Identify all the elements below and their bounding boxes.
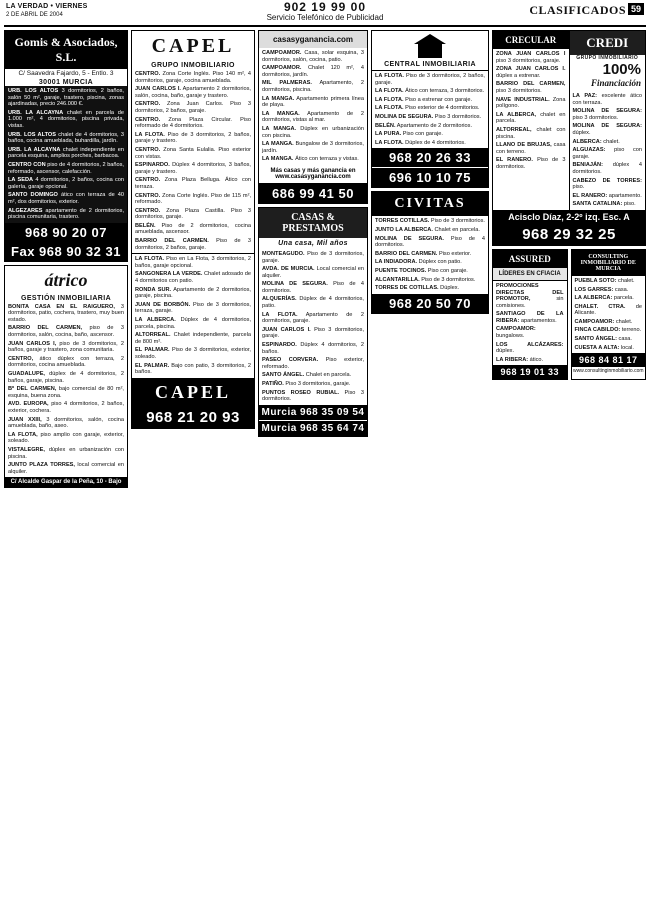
listing: LA FLOTA. Dúplex de 4 dormitorios. — [375, 139, 466, 146]
listing: LA ALBERCA: parcela. — [574, 295, 634, 302]
listing: LA FLOTA. Piso en La Flota, 3 dormitorios, 2 baños, garaje opcional. — [135, 256, 251, 269]
listing: LA FLOTA. Piso exterior de 4 dormitorios. — [375, 105, 480, 112]
central-listings — [372, 71, 488, 148]
listing: GUADALUPE, dúplex de 4 dormitorios, 2 baños, garaje, piscina. — [8, 371, 124, 384]
listing: NAVE INDUSTRIAL. Zona polígono. — [496, 96, 566, 110]
atrico-logo: átrico — [44, 269, 88, 290]
financing-percent: 100% — [602, 61, 641, 78]
civitas-listings — [372, 216, 488, 293]
listing: LA PURA. Piso con garaje. — [375, 131, 443, 138]
listing: LLANO DE BRUJAS, casa con terreno. — [496, 142, 566, 155]
service-phone: 902 19 99 00 — [283, 0, 367, 14]
listing: BONITA CASA EN EL RAIGUERO, 3 dormitorios, patio, cochera, trastero, muy buen estado. — [8, 303, 124, 323]
agency-civitas — [371, 191, 489, 313]
central-phone-1: 968 20 26 33 — [372, 148, 488, 167]
atrico-address: C/ Alcalde Gaspar de la Peña, 10 - Bajo — [5, 477, 127, 487]
listing: VISTALEGRE, dúplex en urbanización con piscina. — [8, 446, 124, 460]
listing: AVD. EUROPA, piso 4 dormitorios, 2 baños, exterior, cochera. — [8, 401, 124, 414]
listing: URB. LA ALCAYNA chalet independiente en parcela esquina, amplios porches, barbacoa. — [8, 146, 124, 160]
listing: CENTRO. Zona Plaza Belluga. Ático con terraza. — [135, 177, 251, 190]
assured-logo: ASSURED — [493, 250, 567, 268]
capel-listings — [132, 69, 254, 253]
listing: JUAN DE BORBÓN. Piso de 3 dormitorios, terraza, garaje. — [135, 301, 251, 315]
casas-prestamos-phone-1: Murcia 968 35 09 54 — [259, 405, 367, 420]
agency-consulting — [571, 249, 647, 381]
listing: EL RANERO. Piso de 3 dormitorios. — [496, 157, 566, 170]
agency-gomis — [4, 30, 128, 262]
assured-phone: 968 19 01 33 — [493, 365, 567, 379]
listing: LA ALBERCA, chalet en parcela. — [496, 111, 566, 125]
listing: BARRIO DEL CARMEN, piso 3 dormitorios. — [496, 81, 566, 94]
listing: CENTRO. Zona Plaza Castilla. Piso 3 dormitorios, garaje. — [135, 207, 251, 221]
casas-prestamos-logo: CASAS & PRESTAMOS — [259, 208, 367, 238]
listing: CENTRO. Zona Corte Inglés. Piso 140 m², 4 dormitorios, garaje, cocina amueblada. — [135, 71, 251, 84]
listing: PASEO CORVERA. Piso exterior, reformado. — [262, 357, 364, 370]
consulting-listings — [572, 276, 646, 353]
listing: EL PALMAR. Piso de 3 dormitorios, exterior, soleado. — [135, 347, 251, 360]
listing: LA MANGA. Dúplex en urbanización con piscina. — [262, 125, 364, 139]
crecular-credi-row — [493, 31, 645, 210]
casas-prestamos-slogan: Una casa, Mil años — [278, 239, 348, 247]
consulting-web[interactable]: www.consultinginmobiliario.com — [572, 368, 644, 375]
listing: MONTEAGUDO. Piso de 3 dormitorios, garaje. — [262, 250, 364, 264]
listing: ESPINARDO. Dúplex 4 dormitorios, 3 baños, garaje y trastero. — [135, 162, 251, 175]
listing: PUENTE TOCINOS. Piso con garaje. — [375, 267, 468, 274]
crecular-listings — [493, 49, 569, 173]
assured-consulting-row — [492, 249, 646, 384]
listing: PUNTOS ROSEO RUBIAL. Piso 3 dormitorios. — [262, 389, 364, 403]
credi-listings — [570, 91, 646, 210]
listing: JUAN CARLOS I. Piso 3 dormitorios, garaje. — [262, 326, 364, 340]
casasyganancia-promo: Más casas y más ganancia en www.casasyganancia.com — [259, 165, 367, 184]
capel-listings-2 — [132, 253, 254, 378]
agency-crecular-credi — [492, 30, 646, 246]
central-phone-2: 696 10 10 75 — [372, 167, 488, 187]
page-number: 59 — [628, 3, 644, 15]
listing: LOS GARRES: casa. — [574, 286, 629, 293]
house-icon — [410, 34, 450, 60]
capel-phone: 968 21 20 93 — [132, 407, 254, 428]
listing: JUAN CARLOS I, piso de 3 dormitorios, 2 baños, garaje y trastero, zona comunitaria. — [8, 340, 124, 354]
atrico-listings — [5, 302, 127, 478]
listing: ALGEZARES apartamento de 2 dormitorios, piscina comunitaria, trastero. — [8, 207, 124, 221]
listing: CENTRO. Zona Juan Carlos. Piso 3 dormitorios, 2 baños, garaje. — [135, 101, 252, 114]
listing: BARRIO DEL CARMEN. Piso exterior. — [375, 250, 472, 257]
listing: LA FLOTA. Piso a estrenar con garaje. — [375, 96, 473, 103]
agency-capel — [131, 30, 255, 429]
listing: URB. LOS ALTOS chalet de 4 dormitorios, 3 baños, cocina amueblada, buhardilla, jardín. — [8, 131, 125, 145]
issue-date: 2 DE ABRIL DE 2004 — [6, 12, 63, 18]
listing: ZONA JUAN CARLOS I. dúplex a estrenar. — [496, 66, 566, 79]
listing: CABEZO DE TORRES: piso. — [572, 177, 642, 191]
agency-casas-prestamos — [258, 207, 368, 437]
listing: CAMPOAMOR: chalet. — [574, 318, 633, 325]
civitas-phone: 968 20 50 70 — [372, 294, 488, 313]
listing: SANTO ÁNGEL: casa. — [574, 336, 632, 343]
credi-phone: 968 29 32 25 — [493, 224, 645, 245]
listing: ALBERCA: chalet. — [572, 138, 620, 145]
listing: ALTORREAL. Chalet independiente, parcela de 800 m². — [135, 332, 252, 345]
civitas-logo: CIVITAS — [372, 192, 488, 216]
listing: MOLINA DE SEGURA. Piso de 4 dormitorios. — [375, 235, 486, 249]
column-4 — [371, 30, 489, 896]
masthead-rule — [4, 25, 646, 27]
listing: CHALET. CTRA. de Alicante. — [574, 303, 642, 317]
capel-footer-logo: CAPEL — [132, 378, 254, 407]
listing: LA FLOTA. Apartamento de 2 dormitorios, garaje. — [262, 311, 364, 325]
capel-subtitle: GRUPO INMOBILIARIO — [151, 62, 235, 69]
listing: URB. LA ALCAYNA chalet en parcela de 1.000 m², 4 dormitorios, piscina privada, vistas. — [8, 109, 124, 129]
listing: AVDA. DE MURCIA. Local comercial en alquiler. — [262, 266, 364, 279]
listing: BELÉN. Piso de 2 dormitorios, cocina amueblada, ascensor. — [135, 222, 251, 236]
listing: Bº DEL CARMEN, bajo comercial de 80 m², esquina, buena zona. — [8, 386, 124, 399]
credi-logo: CREDI — [570, 31, 646, 55]
crecular-logo: CRECULAR — [493, 31, 569, 49]
listing: BARRIO DEL CARMEN. Piso de 3 dormitorios, 2 baños, garaje. — [135, 238, 251, 251]
central-logo: CENTRAL INMOBILIARIA — [372, 61, 488, 71]
casasyganancia-phone: 686 99 41 50 — [259, 184, 367, 203]
listing: LA ALBERCA. Dúplex de 4 dormitorios, parcela, piscina. — [135, 317, 251, 330]
agency-atrico — [4, 265, 128, 489]
listing: CENTRO. Zona Santa Eulalia. Piso exterior con vistas. — [135, 146, 251, 160]
consulting-phone: 968 84 81 17 — [572, 353, 646, 367]
listing: LA SEDA 4 dormitorios, 2 baños, cocina con galería, garaje opcional. — [8, 177, 124, 190]
section-title: CLASIFICADOS — [529, 3, 626, 17]
listing: LA RIBERA: ático. — [496, 356, 544, 363]
listing: TORRES COTILLAS. Piso de 3 dormitorios. — [375, 218, 485, 225]
listing: FINCA CABILDO: terreno. — [574, 327, 642, 334]
assured-listings — [493, 281, 567, 366]
column-1 — [4, 30, 128, 896]
listing: LA MANGA. Apartamento de 2 dormitorios, vistas al mar. — [262, 110, 364, 124]
listing: CENTRO. Zona Corte Inglés. Piso de 115 m², reformado. — [135, 192, 251, 206]
gomis-fax: Fax 968 90 32 31 — [5, 242, 127, 261]
listing: LA PAZ: excelente ático con terraza. — [572, 93, 642, 106]
listing: EL RANERO: apartamento. — [572, 192, 642, 199]
listing: JUAN CARLOS I. Apartamento 2 dormitorios, salón, cocina, baño, garaje y trastero. — [135, 86, 251, 99]
listing: RONDA SUR. Apartamento de 2 dormitorios, garaje, piscina. — [135, 286, 251, 300]
gomis-listings — [5, 86, 127, 223]
listing: LA FLOTA. Ático con terraza, 3 dormitorios. — [375, 88, 485, 95]
listing: LA FLOTA. Piso de 3 dormitorios, 2 baños, garaje. — [375, 73, 485, 86]
listing: ALTORREAL, chalet con piscina. — [496, 126, 566, 140]
gomis-logo: Gomis & Asociados, S.L. — [5, 31, 127, 69]
listing: SANTO ÁNGEL. Chalet en parcela. — [262, 372, 352, 379]
listing: MOLINA DE SEGURA. Piso 3 dormitorios. — [375, 113, 482, 120]
listing: URB. LOS ALTOS 3 dormitorios, 2 baños, salón 50 m², garaje, trastero, piscina, zonas ajardinadas, precio 246.000 €. — [8, 88, 124, 108]
listing: JUNTO LA ALBERCA. Chalet en parcela. — [375, 226, 480, 233]
credi-address: Acisclo Díaz, 2-2º izq. Esc. A — [493, 210, 645, 224]
consulting-logo: CONSULTING INMOBILIARIO DE MURCIA — [572, 250, 646, 276]
assured-headline: LÍDERES EN CFIACIA — [493, 268, 567, 281]
listing: SANTA CATALINA: piso. — [572, 201, 636, 208]
listing: JUAN XXIII, 3 dormitorios, salón, cocina amueblada, baño, aseo. — [8, 416, 124, 430]
atrico-subtitle: GESTIÓN INMOBILIARIA — [20, 294, 112, 302]
listing: LA INDIADORA. Dúplex con patio. — [375, 259, 462, 266]
listing: SANGONERA LA VERDE. Chalet adosado de 4 dormitorios con patio. — [135, 271, 251, 285]
listing: LA MANGA. Ático con terraza y vistas. — [262, 156, 359, 163]
financing-tagline: Financiación — [590, 78, 641, 88]
listing: CAMPOAMOR. Casa, solar esquina, 3 dormitorios, salón, cocina, patio. — [262, 50, 364, 63]
listing: LA MANGA. Bungalow de 3 dormitorios, jardín. — [262, 141, 364, 154]
masthead — [0, 0, 650, 26]
agency-assured — [492, 249, 568, 381]
listing: CAMPOAMOR: bungalows. — [496, 326, 536, 340]
listing: CENTRO, ático dúplex con terraza, 2 dormitorios, cocina amueblada. — [8, 355, 125, 369]
listing: BARRIO DEL CARMEN, piso de 3 dormitorios, salón, cocina, baño, ascensor. — [8, 325, 124, 339]
agency-casasyganancia — [258, 30, 368, 204]
listing: BELÉN. Apartamento de 2 dormitorios. — [375, 122, 473, 129]
listing: CENTRO. Zona Plaza Circular. Piso reformado de 4 dormitorios. — [135, 116, 251, 130]
credi-block — [569, 31, 646, 210]
crecular-block — [493, 31, 569, 210]
service-caption: Servicio Telefónico de Publicidad — [266, 13, 384, 22]
casas-prestamos-listings — [259, 249, 367, 405]
listing: LOS ALCÁZARES: dúplex. — [496, 341, 564, 355]
listing: CENTRO CON piso de 4 dormitorios, 2 baños, reformado, ascensor, calefacción. — [8, 161, 124, 175]
listing: ESPINARDO. Dúplex 4 dormitorios, 2 baños. — [262, 342, 364, 355]
listing: SANTIAGO DE LA RIBERA: apartamentos. — [496, 311, 564, 324]
listing: ALQUERÍAS. Dúplex de 4 dormitorios, patio. — [262, 296, 364, 310]
gomis-city: 30001 MURCIA — [38, 79, 94, 86]
listing: TORRES DE COTILLAS. Dúplex. — [375, 285, 460, 292]
casasyganancia-listings — [259, 48, 367, 165]
column-5 — [492, 30, 646, 896]
listing: EL PALMAR. Bajo con patio, 3 dormitorios, 2 baños. — [135, 362, 251, 376]
gomis-phone: 968 90 20 07 — [5, 223, 127, 242]
listing: ALCANTARILLA. Piso de 3 dormitorios. — [375, 276, 476, 283]
capel-logo: CAPEL — [151, 35, 235, 57]
listing: CUESTA A ALTA: local. — [574, 344, 634, 351]
listing: LA FLOTA. Piso de 3 dormitorios, 2 baños, garaje y trastero. — [135, 131, 251, 145]
listing: CAMPOAMOR. Chalet 120 m², 4 dormitorios, jardín. — [262, 65, 364, 78]
listing: MOLINA DE SEGURA: piso 3 dormitorios. — [572, 108, 642, 121]
listing: PUEBLA SOTO: chalet. — [574, 277, 635, 284]
listing: JUNTO PLAZA TORRES, local comercial en alquiler. — [8, 462, 124, 475]
credi-subtitle: GRUPO INMOBILIARIO — [576, 55, 639, 61]
listing: MIL PALMERAS. Apartamento, 2 dormitorios, piscina. — [262, 80, 364, 93]
column-3 — [258, 30, 368, 896]
casas-prestamos-phone-2: Murcia 968 35 64 74 — [259, 420, 367, 436]
listing: ALGUAZAS: piso con garaje. — [572, 147, 642, 160]
listing: PROMOCIONES DIRECTAS DEL PROMOTOR, sin comisiones. — [496, 282, 564, 309]
agency-central — [371, 30, 489, 188]
column-2 — [131, 30, 255, 896]
listing: SANTO DOMINGO ático con terraza de 40 m², dos dormitorios, exterior. — [8, 192, 124, 205]
listing: PATIÑO. Piso 3 dormitorios, garaje. — [262, 381, 351, 387]
listing: LA MANGA. Apartamento primera línea de playa. — [262, 95, 364, 109]
listing: MOLINA DE SEGURA: dúplex. — [572, 123, 642, 136]
paper-name: LA VERDAD • VIERNES — [6, 3, 88, 10]
casasyganancia-logo: casasyganancia.com — [259, 31, 367, 48]
gomis-address: C/ Saavedra Fajardo, 5 - Entlo. 3 — [18, 70, 114, 77]
listing: ZONA JUAN CARLOS I piso 3 dormitorios, garaje. — [496, 51, 566, 64]
listing: BENIAJÁN: dúplex 4 dormitorios. — [572, 162, 642, 175]
listing: MOLINA DE SEGURA. Piso de 4 dormitorios. — [262, 281, 365, 294]
listing: LA FLOTA, piso amplio con garaje, exterior, soleado. — [8, 431, 124, 445]
